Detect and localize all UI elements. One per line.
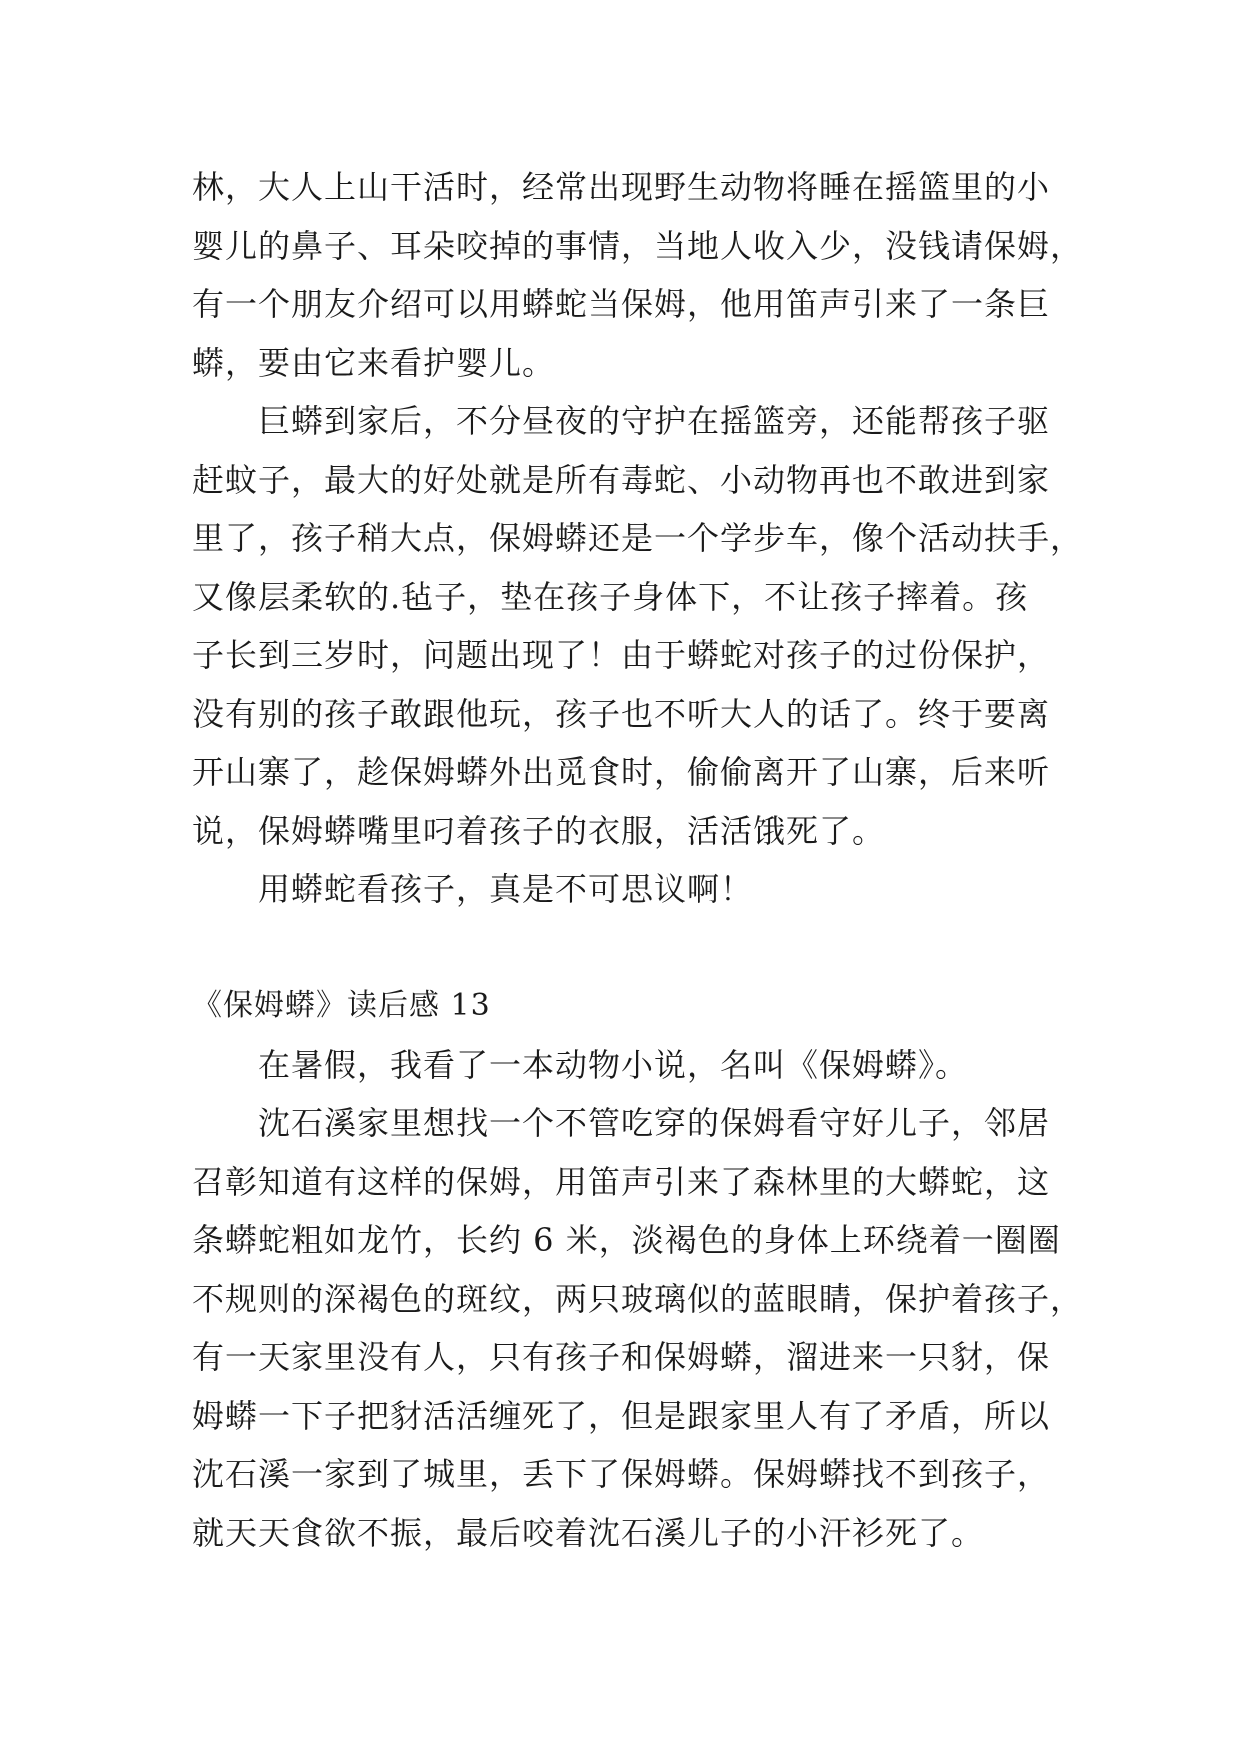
paragraph-line: 不规则的深褐色的斑纹，两只玻璃似的蓝眼睛，保护着孩子，	[192, 1279, 1084, 1318]
paragraph-line: 又像层柔软的.毡子，垫在孩子身体下，不让孩子摔着。孩	[192, 577, 1029, 616]
paragraph-line: 沈石溪家里想找一个不管吃穿的保姆看守好儿子，邻居	[258, 1104, 1051, 1142]
paragraph-line: 蟒，要由它来看护婴儿。	[192, 343, 556, 382]
paragraph-line: 婴儿的鼻子、耳朵咬掉的事情，当地人收入少，没钱请保姆，	[192, 226, 1084, 265]
paragraph-line: 召彰知道有这样的保姆，用笛声引来了森林里的大蟒蛇，这	[192, 1162, 1051, 1201]
paragraph-line: 就天天食欲不振，最后咬着沈石溪儿子的小汗衫死了。	[192, 1513, 985, 1552]
paragraph-line: 沈石溪一家到了城里，丢下了保姆蟒。保姆蟒找不到孩子，	[192, 1455, 1051, 1493]
paragraph-line: 林，大人上山干活时，经常出现野生动物将睡在摇篮里的小	[192, 168, 1051, 206]
paragraph-line: 开山寨了，趁保姆蟒外出觅食时，偷偷离开了山寨，后来听	[192, 753, 1051, 791]
essay-section	[192, 977, 1084, 1562]
section-heading: 《保姆蟒》读后感 13	[192, 988, 491, 1023]
paragraph-line: 里了，孩子稍大点，保姆蟒还是一个学步车，像个活动扶手，	[192, 519, 1084, 557]
paragraph-line: 子长到三岁时，问题出现了！由于蟒蛇对孩子的过份保护，	[192, 636, 1051, 674]
paragraph-line: 用蟒蛇看孩子，真是不可思议啊！	[258, 870, 754, 908]
paragraph-line: 在暑假，我看了一本动物小说，名叫《保姆蟒》。	[258, 1045, 969, 1084]
paragraph-line: 条蟒蛇粗如龙竹，长约 6 米，淡褐色的身体上环绕着一圈圈	[192, 1221, 1061, 1259]
paragraph-line: 有一个朋友介绍可以用蟒蛇当保姆，他用笛声引来了一条巨	[192, 285, 1051, 323]
paragraph-line: 巨蟒到家后，不分昼夜的守护在摇篮旁，还能帮孩子驱	[258, 402, 1051, 440]
essay-continuation	[192, 158, 1084, 919]
paragraph-line: 说，保姆蟒嘴里叼着孩子的衣服，活活饿死了。	[192, 811, 886, 850]
paragraph-line: 赶蚊子，最大的好处就是所有毒蛇、小动物再也不敢进到家	[192, 460, 1051, 499]
paragraph-line: 没有别的孩子敢跟他玩，孩子也不听大人的话了。终于要离	[192, 694, 1051, 733]
paragraph-line: 姆蟒一下子把豺活活缠死了，但是跟家里人有了矛盾，所以	[192, 1396, 1051, 1435]
paragraph-line: 有一天家里没有人，只有孩子和保姆蟒，溜进来一只豺，保	[192, 1338, 1051, 1376]
